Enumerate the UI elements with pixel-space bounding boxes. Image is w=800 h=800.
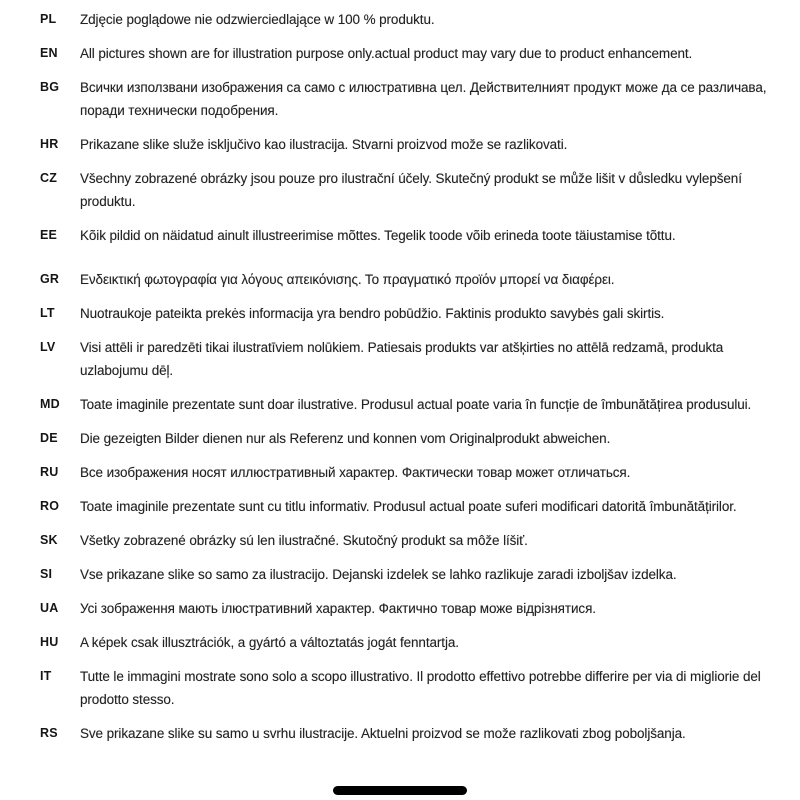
disclaimer-row [40, 461, 774, 484]
language-code-label: RU [40, 465, 59, 479]
bottom-bar [333, 786, 467, 795]
language-code-label: RS [40, 726, 58, 740]
disclaimer-row [40, 167, 774, 213]
language-code-label: DE [40, 431, 58, 445]
disclaimer-row [40, 336, 774, 382]
disclaimer-row [40, 268, 774, 291]
disclaimer-text: Sve prikazane slike su samo u svrhu ilustracije. Aktuelni proizvod se može razlikovati zbog poboljšanja. [80, 726, 686, 741]
language-code-label: LT [40, 306, 55, 320]
language-code-label: LV [40, 340, 56, 354]
disclaimer-row [40, 8, 774, 31]
disclaimer-text: Tutte le immagini mostrate sono solo a scopo illustrativo. Il prodotto effettivo potrebbe differire per via di migliorie del prodotto stesso. [80, 669, 761, 707]
disclaimer-text: Zdjęcie poglądowe nie odzwierciedlające w 100 % produktu. [80, 12, 435, 27]
disclaimer-row [40, 224, 774, 247]
disclaimer-text: Vse prikazane slike so samo za ilustracijo. Dejanski izdelek se lahko razlikuje zaradi izboljšav izdelka. [80, 567, 677, 582]
language-code-label: SK [40, 533, 58, 547]
language-code-label: IT [40, 669, 52, 683]
disclaimer-text: Všechny zobrazené obrázky jsou pouze pro ilustrační účely. Skutečný produkt se může lišit v důsledku vylepšení produktu. [80, 171, 742, 209]
disclaimer-text: Nuotraukoje pateikta prekės informacija yra bendro pobūdžio. Faktinis produkto savybės gali skirtis. [80, 306, 665, 321]
disclaimer-text: Toate imaginile prezentate sunt doar ilustrative. Produsul actual poate varia în funcție de îmbunătățirea produsului. [80, 397, 752, 412]
language-code-label: HU [40, 635, 59, 649]
disclaimer-row [40, 427, 774, 450]
disclaimer-text: Ενδεικτική φωτογραφία για λόγους απεικόνισης. Το πραγματικό προϊόν μπορεί να διαφέρει. [80, 272, 615, 287]
language-code-label: RO [40, 499, 60, 513]
language-code-label: EE [40, 228, 58, 242]
disclaimer-row [40, 42, 774, 65]
disclaimer-text: A képek csak illusztrációk, a gyártó a változtatás jogát fenntartja. [80, 635, 459, 650]
disclaimer-text: Prikazane slike služe isključivo kao ilustracija. Stvarni proizvod može se razlikovati. [80, 137, 568, 152]
disclaimer-row [40, 563, 774, 586]
disclaimer-row [40, 133, 774, 156]
disclaimer-row [40, 393, 774, 416]
disclaimer-row [40, 495, 774, 518]
disclaimer-row [40, 665, 774, 711]
disclaimer-text: Kõik pildid on näidatud ainult illustreerimise mõttes. Tegelik toode võib erineda toote täiustamise tõttu. [80, 228, 676, 243]
disclaimer-text: Toate imaginile prezentate sunt cu titlu informativ. Produsul actual poate suferi modificari datorită îmbunătățirilor. [80, 499, 737, 514]
disclaimer-row [40, 529, 774, 552]
disclaimer-row [40, 631, 774, 654]
disclaimer-text: Все изображения носят иллюстративный характер. Фактически товар может отличаться. [80, 465, 631, 480]
language-code-label: BG [40, 80, 60, 94]
disclaimer-text: Усі зображення мають ілюстративний характер. Фактично товар може відрізнятися. [80, 601, 596, 616]
disclaimer-row [40, 597, 774, 620]
language-code-label: UA [40, 601, 59, 615]
disclaimer-row [40, 722, 774, 745]
language-code-label: MD [40, 397, 60, 411]
language-code-label: CZ [40, 171, 58, 185]
disclaimer-text: Die gezeigten Bilder dienen nur als Referenz und konnen vom Originalprodukt abweichen. [80, 431, 611, 446]
language-code-label: HR [40, 137, 59, 151]
disclaimer-row [40, 76, 774, 122]
language-code-label: EN [40, 46, 58, 60]
disclaimer-text: Všetky zobrazené obrázky sú len ilustračné. Skutočný produkt sa môže líšiť. [80, 533, 528, 548]
disclaimer-row [40, 302, 774, 325]
language-code-label: PL [40, 12, 57, 26]
disclaimer-text: Всички използвани изображения са само с илюстративна цел. Действителният продукт може да се различава, поради технически подобрения. [80, 80, 767, 118]
language-code-label: GR [40, 272, 60, 286]
disclaimer-text: Visi attēli ir paredzēti tikai ilustratīviem nolūkiem. Patiesais produkts var atšķirties no attēlā redzamā, produkta uzlabojumu dēļ. [80, 340, 724, 378]
language-code-label: SI [40, 567, 53, 581]
disclaimer-text: All pictures shown are for illustration purpose only.actual product may vary due to product enhancement. [80, 46, 693, 61]
